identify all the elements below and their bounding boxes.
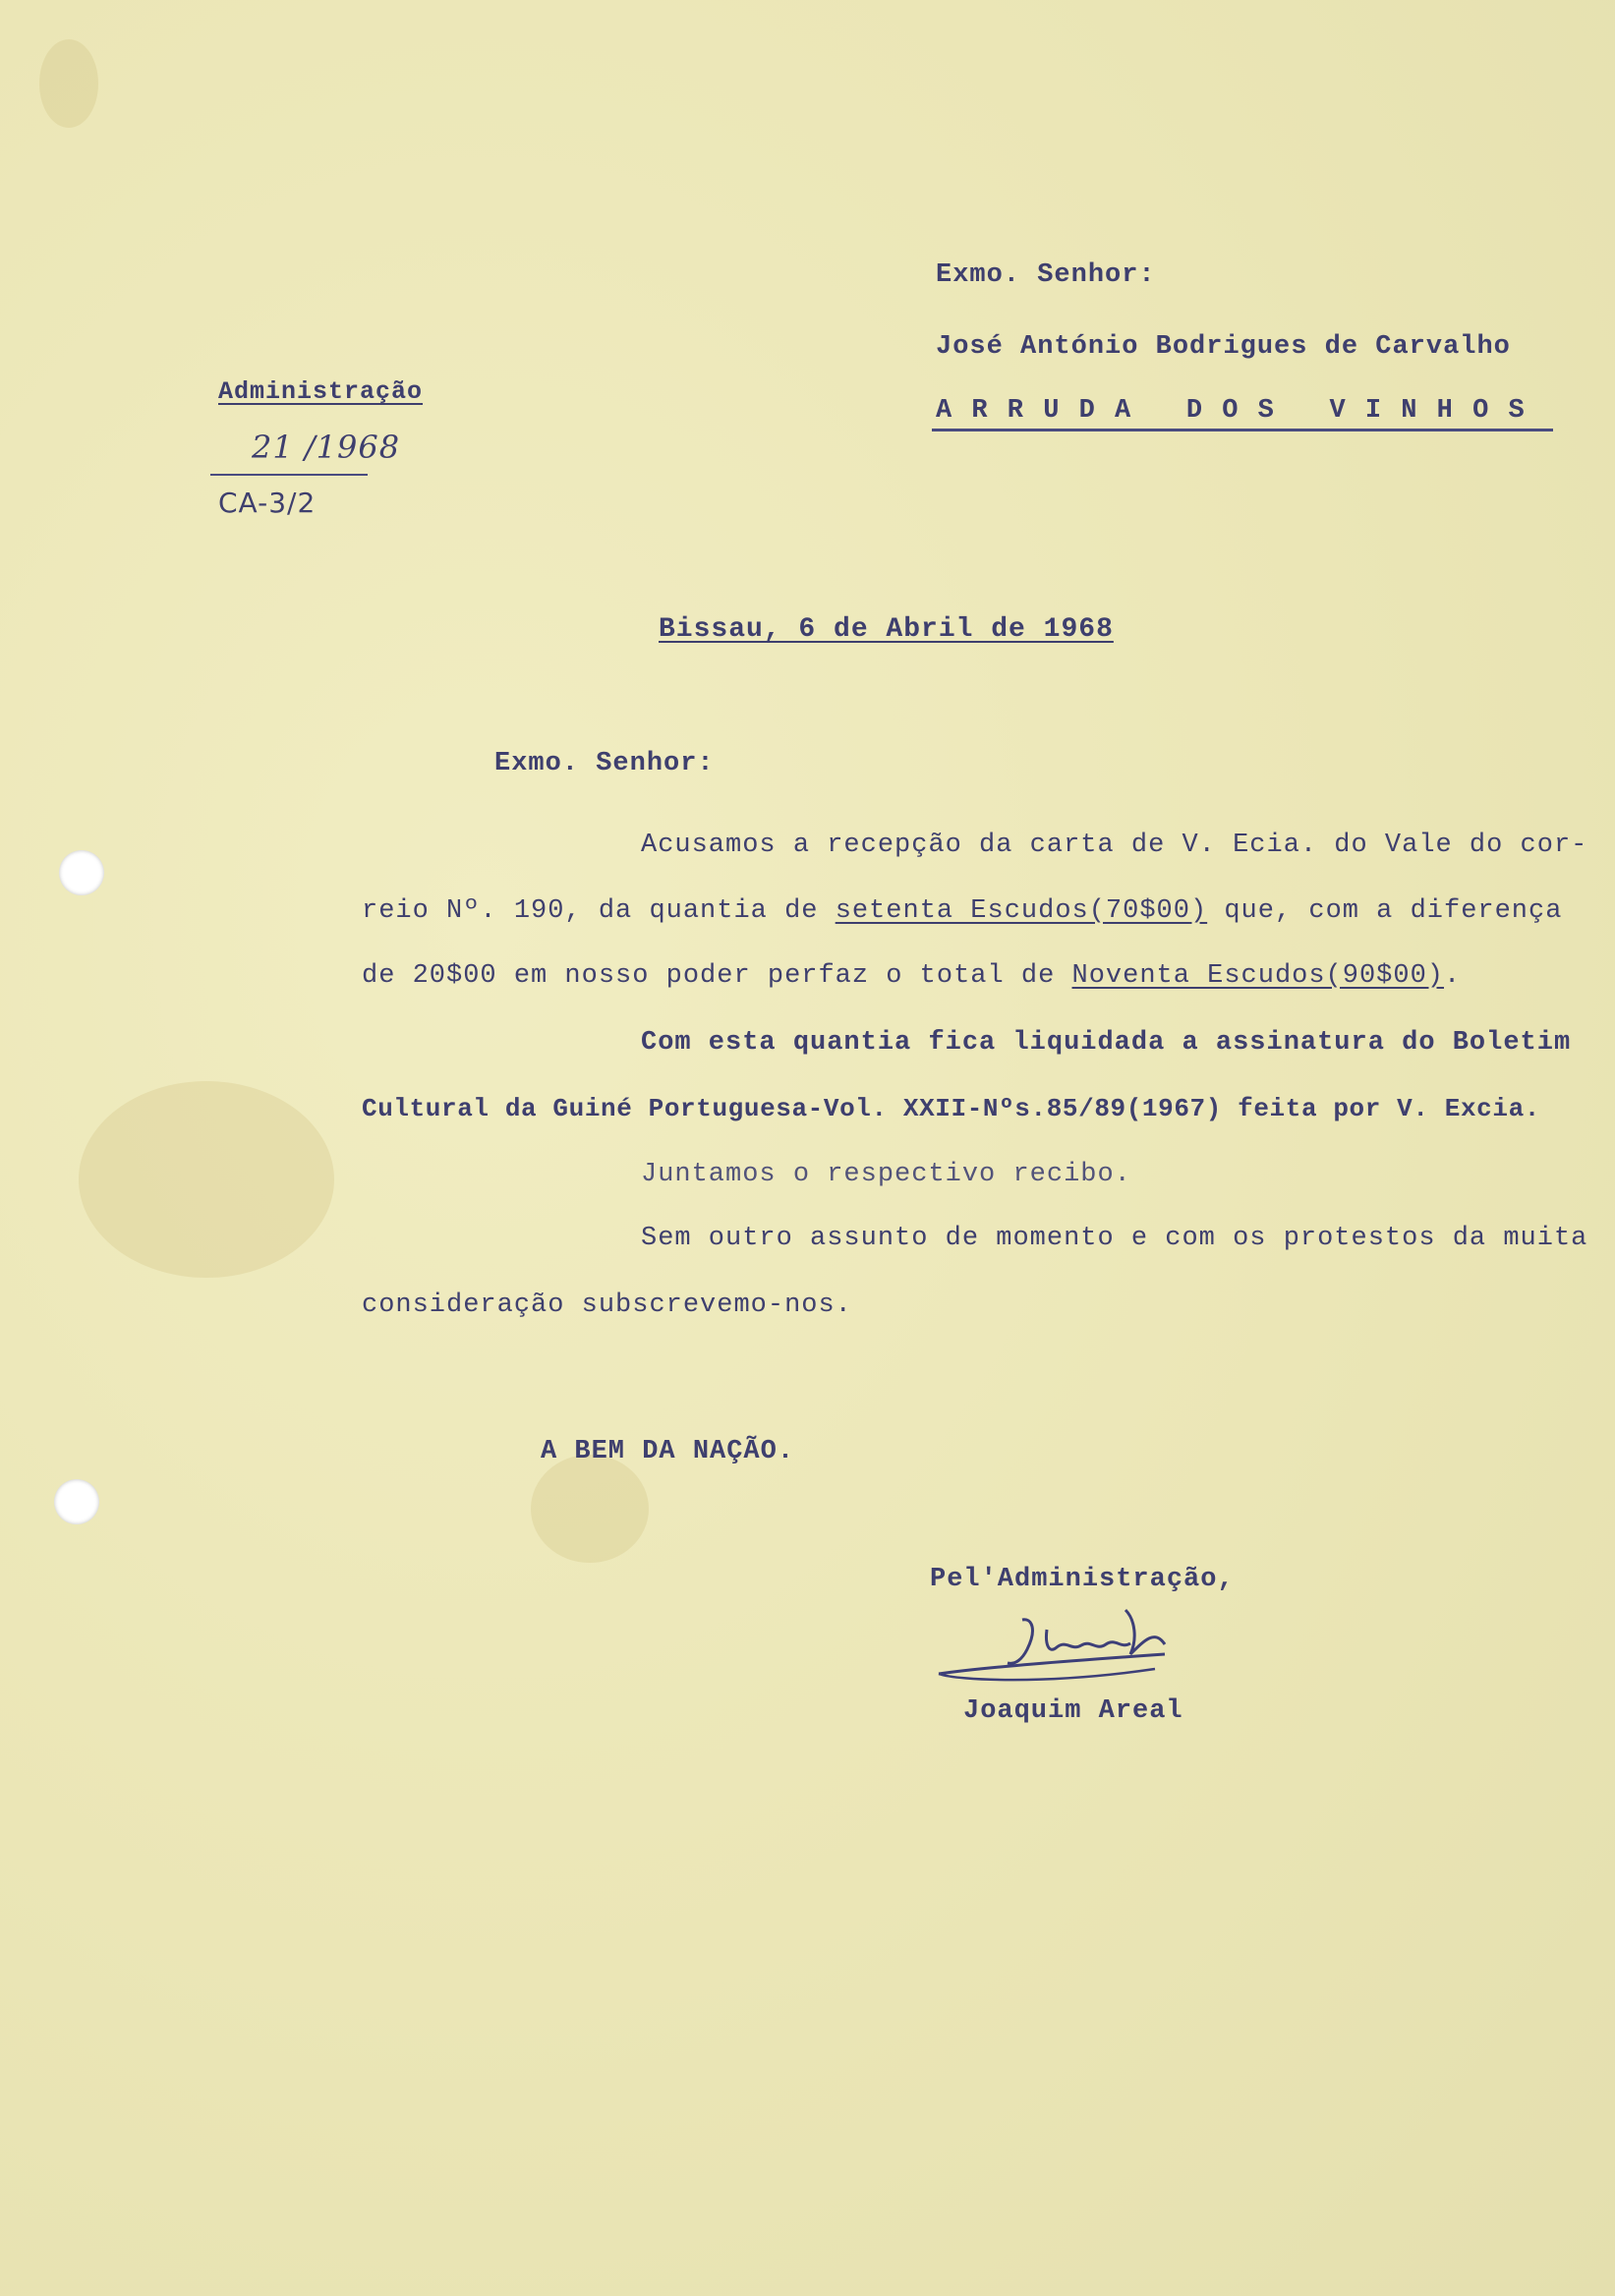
signer-name: Joaquim Areal [963, 1696, 1183, 1726]
handwritten-signature [929, 1600, 1224, 1693]
body-line: consideração subscrevemo-nos. [362, 1291, 852, 1320]
closing-motto: A BEM DA NAÇÃO. [541, 1437, 795, 1466]
body-line: Cultural da Guiné Portuguesa-Vol. XXII-Nºs.85/89(1967) feita por V. Excia. [362, 1094, 1540, 1123]
letter-greeting: Exmo. Senhor: [494, 749, 715, 778]
body-line: Sem outro assunto de momento e com os protestos da muita [641, 1224, 1588, 1253]
file-code: CA-3/2 [218, 487, 317, 519]
on-behalf-line: Pel'Administração, [930, 1565, 1235, 1594]
punch-hole-top [59, 850, 104, 895]
body-line [362, 961, 1461, 991]
paper-stain [79, 1081, 334, 1278]
paper-stain [531, 1455, 649, 1563]
amount-received: setenta Escudos(70$00) [835, 896, 1208, 926]
department-stamp: Administração [218, 377, 424, 406]
body-text: que, com a diferença [1207, 896, 1563, 926]
body-line: Acusamos a recepção da carta de V. Ecia. do Vale do cor- [641, 831, 1588, 860]
body-text: . [1443, 961, 1462, 991]
paper-stain [39, 39, 98, 128]
body-text: reio Nº. 190, da quantia de [362, 896, 836, 926]
recipient-salutation: Exmo. Senhor: [936, 260, 1156, 290]
reference-divider [210, 474, 368, 476]
body-text: de 20$00 em nosso poder perfaz o total de [362, 961, 1072, 991]
body-line [362, 896, 1562, 926]
date-line: Bissau, 6 de Abril de 1968 [659, 614, 1114, 645]
reference-number: 21 /1968 [252, 429, 401, 466]
punch-hole-bottom [54, 1479, 99, 1524]
amount-total: Noventa Escudos(90$00) [1071, 961, 1444, 991]
recipient-name: José António Bodrigues de Carvalho [936, 332, 1511, 362]
body-line: Juntamos o respectivo recibo. [641, 1160, 1131, 1189]
recipient-location: A R R U D A D O S V I N H O S [936, 396, 1527, 426]
body-line: Com esta quantia fica liquidada a assinatura do Boletim [641, 1028, 1572, 1058]
recipient-underline [932, 429, 1553, 431]
